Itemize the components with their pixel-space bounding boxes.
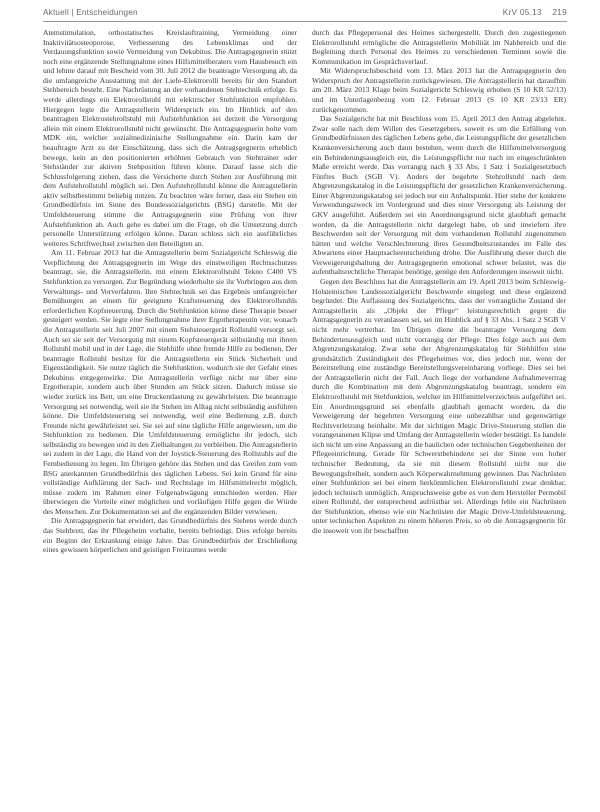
running-header xyxy=(43,8,567,20)
paragraph: Das Sozialgericht hat mit Beschluss vom 15. April 2013 den Antrag abgelehnt. Zwar solle nach dem Willen des Gesetzgebers, soweit es um die Erfüllung von Grundbedürfnissen des täglichen Lebens gehe, die Leistungspflicht der gesetzlichen Krankenversicherung auch dann bestehen, wenn durch die Hilfsmittelversorgung ein Behinderungsausgleich ein, die Leistungspflicht nur nach im eingeschränkten Maße erreicht werde. Das vorrangig nach § 33 Abs. 1 Satz 1 Sozialgesetzbuch Fünftes Buch (SGB V). Anders der begehrte Stehrollstuhl nach dem Abgrenzungskatalog in die Leistungspflicht der gesetzlichen Krankenversicherung. Einer Abgrenzungskatalog sei jedoch nur ein Anhaltspunkt. Hier stehe der konkrete Verwendungszweck im Vordergrund und dies einer Versorgung als Leistung der GKV ausgeführt. Außerdem sei ein Anordnungsgrund nicht glaubhaft gemacht worden, da die Antragstellerin nicht dargelegt habe, ob und inwiefern ihre Beschwerden seit der Versorgung mit dem vorhandenen Rollstuhl zugenommen hätten und welche Verschlechterung ihres Gesundheitszustandes im Falle des Abwartens einer Hauptsacheentscheidung drohe. Die Ausführung dieser durch die Verweigerungshaltung der Antragsgegnerin emotional schwer belastet, was die aufenthaltsrechtliche Therapie benötige, genüge den Anforderungen insoweit nicht. xyxy=(312,114,566,277)
paragraph: durch das Pflegepersonal des Heimes sichergestellt. Durch den zugestiegenen Elektrorollstuhl ermögliche die Antragstellerin Mobilität im Nahbereich und die Begleitung durch Personal des Heimes zu verschiedenen Terminen sowie die Kommunikation im Gesprächsverlauf. xyxy=(312,28,566,66)
paragraph: Gegen den Beschluss hat die Antragstellerin am 19. April 2013 beim Schleswig-Holsteinischen Landessozialgericht Beschwerde eingelegt und diese ergänzend begründet. Die Auffassung des Sozialgerichts, dass der vorrangliche Zustand der Antragstellerin als „Objekt der Pflege“ leistungsrechtlich gegen die Antragsgegnerin zu veranlassen sei, sei im Hinblick auf § 33 Abs. 1 Satz 2 SGB V nicht mehr vertretbar. Im Übrigen diene die beantragte Versorgung dem Behindertenausgleich und nicht vorrangig der Pflege. Dies folge auch aus dem Abgrenzungskatalog. Zwar sehe der Abgrenzungskatalog für Stehhilfen eine grundsätzlich Zuständigkeit des Pflegeheimes vor, dies jedoch nur, wenn der Bereitstellung eine zuständige Bereitstellungsvereinbarung vorliege. Dies sei bei der Antragstellerin nicht der Fall. Auch liege der vorhandene Aufnahmevertrag durch die Kombination mit dem Abgrenzungskatalog beantragt, sondern ein Elektrorollstuhl mit Stehfunktion, welcher im Hilfsmittelverzeichnis aufgeführt sei. Ein Anordnungsgrund sei ebenfalls glaubhaft gemacht worden, da die Verweigerung der begehrten Versorgung eine unbezahlbar und gegenwärtige Rechtsverletzung beinhalte. Mit der sichtigen Magic Drive-Steuerung stellen die vorangetanenen Klipse und Umfang der Antragstellerin wieder bestätigt. Es handele sich nicht um eine Anpassung an die baulichen oder technischen Gegebenheiten der Pflegeeinrichtung. Gerade für Schwerstbehinderte sei der Sinne von hoher technischer Bedeutung, da sie mit diesem Rollstuhl nicht nur die Bewegungsfreiheit, sondern auch Körperwahrnehmung gewinnen. Das Nachrüsten einer Stehfunktion sei bei einem herkömmlichen Elektrorollstuhl zwar denkbar, jedoch technisch unmöglich. Anspruchsweise gebe es von dem Hersteller Permobil einen Rollstuhl, der entsprechend aufrüstbar sei. Allerdings fehle ein Nachrüsten der Stehfunktion, ebenso wie ein Nachrüsten der Magic Drive-Umfeldsteuerung, unter technischen Aspekten zu einem höheren Preis, so ob die Antragsgegnerin für die insoweit von ihr beschafften xyxy=(312,277,566,536)
section-title: Aktuell | Entscheidungen xyxy=(43,8,138,17)
header-right xyxy=(495,8,567,17)
paragraph: Am 11. Februar 2013 hat die Antragstellerin beim Sozialgericht Schleswig die Verpflichtung der Antragsgegnerin im Wege des einstweiligen Rechtsschutzes beantragt, sie, die Antragstellerin, mit einem Elektrorollstuhl Tekno C400 VS Stehfunktion zu versorgen. Zur Begründung wiederholte sie ihr Vorbringen aus dem Verwaltungs- und Vorverfahren. Ihre Stehtechnik sei das Ergebnis umfangreicher Bemühungen an einem für geeignete Kraftsteuerung des Elektrorollstuhls erforderlichen Kopfsteuerung. Durch die Stehfunktion könne diese Therapie besser gesteigert werden. Sie legte eine Stellungnahme ihrer Ergotherapeutin vor, wonach die Antragstellerin seit Juli 2007 mit einem Stehsteuergerät Rollstuhl versorgt sei. Auch sei sie seit der Versorgung mit einem Kopfsteuergerät selbständig mit ihrem Rollstuhl mobil und in der Lage, die Stehhilfe ohne fremde Hilfe zu bedienen. Der beantragte Rollstuhl besitze für die Antragstellerin ein Stück Sicherheit und Eigenständigkeit. Sie nutze täglich die Stehfunktion, wodurch sie der Gefahr eines Dekubitus entgegenwirke. Die Antragstellerin verfüge nicht nur über eine Ergotherapie, sondern auch über Stunden am Stück sitzen. Dadurch müsse sie wieder zurück ins Bett, um eine Druckentlastung zu gewährleisten. Die beantragte Versorgung sei notwendig, weil sie ihr Stehen im Alltag nicht selbständig ausführen könne. Die Umfeldsteuerung sei notwendig, weil eine Bedienung z.B. durch Freunde nicht gewährleistet sei. Sie sei auf eine tägliche Hilfe angewiesen, um die Stehfunktion zu bedienen. Die Umfeldsteuerung ermögliche ihr jedoch, sich selbständig zu bewegen und in den Zielhaltungen zu verbleiben. Die Antragstellerin sei zudem in der Lage, die Hand von der Joystick-Steuerung des Rollstuhls auf die Fernbedienung zu legen. Im Übrigen gehöre das Stehen und das Greifen zum vom BSG anerkannten Grundbedürfnis des täglichen Lebens. Sei kein Grund für eine vollständige Aufklärung der Sach- und Rechtslage im Hilfsmittelrecht möglich, müsse zudem im Rahmen einer Folgenabwägung entschieden werden. Hier überwiegen die Vorteile einer möglichen und vorläufigen Hilfe gegen die Würde des Menschen. Zur Dokumentation sei auf die ergänzenden Bilder verwiesen. xyxy=(43,248,297,516)
text-column-left xyxy=(43,28,297,808)
paragraph: Die Antragsgegnerin hat erwidert, das Grundbedürfnis des Stehens werde durch das Stehbrett, das ihr Pflegeheim vorhalte, bereits befriedigt. Dies erfolge bereits ein Beginn der Erkrankung einige Jahre. Das Grundbedürfnis der Erschließung eines gewissen körperlichen und geistigen Freiraumes werde xyxy=(43,516,297,555)
header-rule xyxy=(43,21,567,22)
page-number: 219 xyxy=(552,8,567,17)
paragraph: Atemstimulation, orthostatisches Kreislauftraining, Vermeidung einer Inaktivitätsosteoporose, Verbesserung des Lebensklimas und der Verdauungsfunktion sowie Vermeidung von Dekubitus. Die Antragsgegnerin stützt noch eine ergänzende Stellungnahme eines Hilfsmittelberaters vom Hausbesuch ein und lehnte darauf mit Bescheid vom 30. Juli 2012 die beantragte Versorgung ab, da die umfangreiche Ausstattung mit der Liefe-Elektrorolli bereits für den Standort Stehbereich besteht. Eine Nachrüstung an der vorhandenen Stehtechnik erfolge. Es werde allerdings ein Elektrorollstuhl mit elektrischer Stehfunktion empfohlen. Hiergegen legte die Antragstellerin Widerspruch ein. Im Hinblick auf den beantragten Elektrostehrollstuhl mit Aufstehfunktion sei derzeit die Versorgung allein mit einem Elektrorollstuhl nicht gewünscht. Die Antragsgegnerin holte vom MDK ein, welcher sozialmedizinische Stellungnahme ein. Darin kam der beauftragte Arzt zu der Einschätzung, dass sich die Antragsgegnerin erheblich bewege, kein an den positionierten erhöhten Gebrauch von Stehtrainer oder Stehständer zur aktiven Stehposition führen könne. Darauf lasse sich die Schlussfolgerung ziehen, dass die Versicherte durch Stehen zur Ausführung mit dem Aufstehrollstuhl möglich sei. Den Aufstehrollstuhl könne die Antragstellerin aktiv selbstbestimmt beliebig nutzen. Zu beachten wäre ferner, dass ein Stehen ein Grundbedürfnis im Sinne des Bundessozialgerichts (BSG) darstelle. Mit der Umfeldsteuerung stimme die Antragsgegnerin eine Prüfung von ihrer Aufstehfunktion ab. Auch gehe es dabei um die Frage, ob die Umsetzung durch personelle Unterstützung erfolgen könne. Daran schloss sich ein ausführliches weiteres Schriftwechsel zwischen den Beteiligten an. xyxy=(43,28,297,248)
paragraph: Mit Widerspruchsbescheid vom 13. März 2013 hat die Antragsgegnerin den Widerspruch der Antragstellerin zurückgewiesen. Die Antragstellerin hat daraufhin am 20. März 2013 Klage beim Sozialgericht Schleswig erhoben (S 10 KR 52/13) und im Unterlagenbezug vom 12. Februar 2013 (S 10 KR 23/13 ER) zurückgenommen. xyxy=(312,66,566,114)
journal-issue: KrV 05.13 xyxy=(502,8,542,17)
text-column-right xyxy=(312,28,566,808)
